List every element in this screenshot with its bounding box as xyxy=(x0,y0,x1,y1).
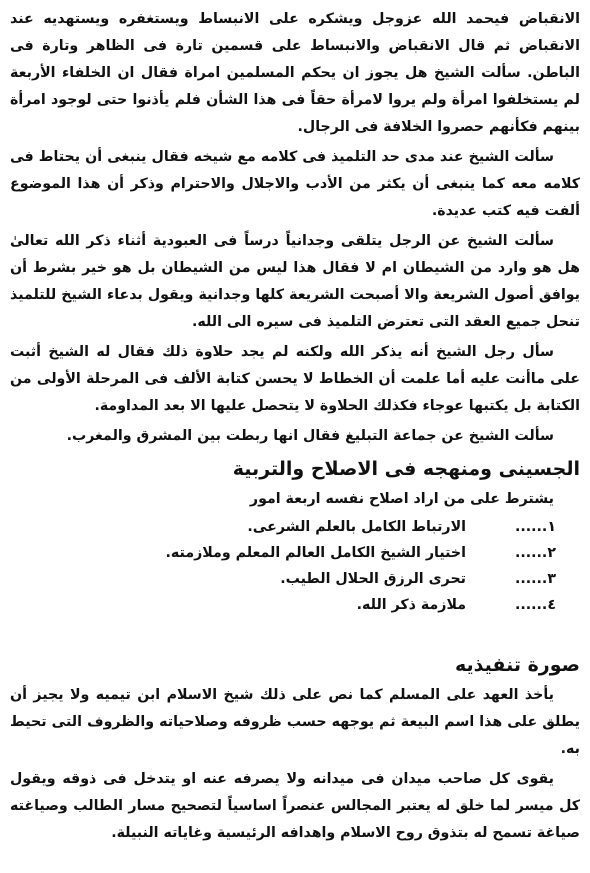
section-reform-method xyxy=(10,454,580,618)
section-heading-implementation: صورة تنفيذيه xyxy=(455,654,580,676)
condition-item xyxy=(10,592,556,618)
condition-item xyxy=(10,540,556,566)
paragraph-tabligh-group: سألت الشيخ عن جماعة التبليغ فقال انها ربطت بين المشرق والمغرب. xyxy=(66,428,554,444)
condition-text: اختيار الشيخ الكامل العالم المعلم وملازمته. xyxy=(165,545,466,561)
condition-text: تحرى الرزق الحلال الطيب. xyxy=(280,571,466,587)
paragraph-gatherings: يقوى كل صاحب ميدان فى ميدانه ولا يصرفه عنه او يتدخل فى ذوقه ويقول كل ميسر لما خلق له يعتبر المجالس عنصراً اساسياً لتصحيح مسار الطالب وصياغته صياغة تسمح له بتذوق روح الاسلام واهدافه الرئيسية وغاياته النبيلة. xyxy=(10,771,580,841)
section-intro xyxy=(10,6,580,450)
paragraph-pledge: يأخذ العهد على المسلم كما نص على ذلك شيخ الاسلام ابن تيميه ولا يجيز أن يطلق على هذا اسم البيعة ثم يوجهه حسب ظروفه وصلاحياته والظروف التى تحيط به. xyxy=(10,687,580,757)
condition-number: ٢...... xyxy=(514,545,556,561)
condition-number: ٣...... xyxy=(514,571,556,587)
document-page xyxy=(10,6,580,867)
section-implementation xyxy=(10,650,580,847)
paragraph-spiritual-lesson: سألت الشيخ عن الرجل يتلقى وجدانياً درساً فى العبودية أثناء ذكر الله تعالىٰ هل هو وارد من الشيطان ام لا فقال هذا ليس من الشيطان بل هو خير بشرط أن يوافق أصول الشريعة والا أصبحت الشريعة كلها وجدانية ويقول بدعاء الشيخ للتلميذ تنحل جميع العقد التى تعترض التلميذ فى سيره الى الله. xyxy=(10,233,580,330)
condition-number: ٤...... xyxy=(514,597,556,613)
condition-text: ملازمة ذكر الله. xyxy=(356,597,466,613)
condition-number: ١...... xyxy=(514,519,556,535)
condition-item xyxy=(10,566,556,592)
conditions-intro: يشترط على من اراد اصلاح نفسه اربعة امور xyxy=(249,491,554,507)
paragraph-student-etiquette: سألت الشيخ عند مدى حد التلميذ فى كلامه مع شيخه فقال ينبغى أن يحتاط فى كلامه معه كما ينبغى أن يكثر من الأدب والاجلال والاحترام وذكر أن هذا الموضوع ألفت فيه كتب عديدة. xyxy=(10,149,580,219)
conditions-list xyxy=(10,514,580,618)
section-spacer xyxy=(10,618,580,646)
condition-item xyxy=(10,514,556,540)
paragraph-qabd-bast: الانقباض فيحمد الله عزوجل ويشكره على الانبساط ويستغفره ويستهديه عند الانقباض ثم قال الانقباض والانبساط على قسمين تارة فى الظاهر وتارة فى الباطن. سألت الشيخ هل يجوز ان يحكم المسلمين امراة فقال ان الخلفاء الأربعة لم يستخلفوا امرأة ولم يروا لامرأة حقاً فى هذا الشأن فلم يأذنوا حتى لوجود امرأة بينهم فكأنهم حصروا الخلافة فى الرجال. xyxy=(10,11,580,135)
condition-text: الارتباط الكامل بالعلم الشرعى. xyxy=(247,519,466,535)
section-heading-reform: الجسينى ومنهجه فى الاصلاح والتربية xyxy=(232,458,580,480)
paragraph-sweetness-of-dhikr: سأل رجل الشيخ أنه يذكر الله ولكنه لم يجد حلاوة ذلك فقال له الشيخ أثبت على ماأنت عليه أما علمت أن الخطاط لا يحسن كتابة الألف فى المرحلة الأولى من الكتابة بل يكتبها عوجاء فكذلك الحلاوة لا يتحصل عليها الا بعد المداومة. xyxy=(10,344,580,414)
